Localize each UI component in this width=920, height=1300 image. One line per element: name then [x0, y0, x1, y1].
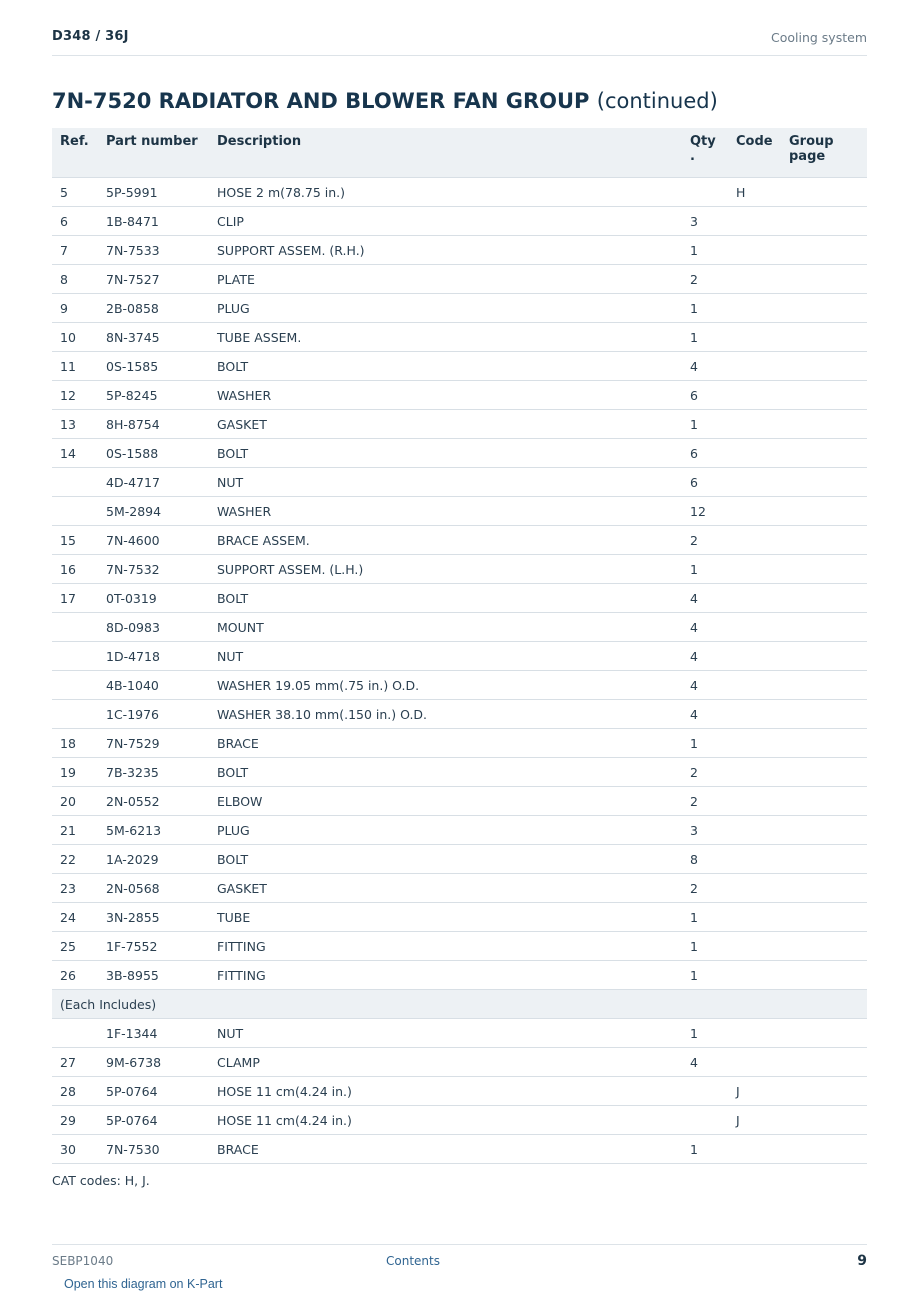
cell-qty: 2	[682, 758, 728, 787]
cell-qty: 1	[682, 323, 728, 352]
table-row	[52, 381, 867, 410]
cell-ref: 13	[52, 410, 98, 439]
cell-ref: 29	[52, 1106, 98, 1135]
cell-description: BRACE	[209, 729, 682, 758]
cell-ref: 19	[52, 758, 98, 787]
cell-code	[728, 874, 781, 903]
table-row	[52, 1135, 867, 1164]
table-row	[52, 207, 867, 236]
cell-group-page	[781, 961, 867, 990]
cell-ref: 5	[52, 178, 98, 207]
cell-ref	[52, 468, 98, 497]
cell-group-page	[781, 584, 867, 613]
cell-group-page	[781, 497, 867, 526]
table-note-row	[52, 990, 867, 1019]
cell-code	[728, 410, 781, 439]
cell-qty: 4	[682, 1048, 728, 1077]
cell-ref: 28	[52, 1077, 98, 1106]
cell-ref: 25	[52, 932, 98, 961]
cell-code	[728, 729, 781, 758]
cell-description: BOLT	[209, 352, 682, 381]
cell-description: BRACE	[209, 1135, 682, 1164]
model-label: D348 / 36J	[52, 29, 129, 44]
cell-code	[728, 439, 781, 468]
cell-qty: 3	[682, 816, 728, 845]
table-row	[52, 787, 867, 816]
table-row	[52, 1077, 867, 1106]
cell-code	[728, 265, 781, 294]
cell-description: FITTING	[209, 932, 682, 961]
cell-description: WASHER 38.10 mm(.150 in.) O.D.	[209, 700, 682, 729]
cell-description: HOSE 11 cm(4.24 in.)	[209, 1106, 682, 1135]
table-row	[52, 613, 867, 642]
cell-qty: 4	[682, 352, 728, 381]
cell-description: ELBOW	[209, 787, 682, 816]
page-number: 9	[857, 1253, 867, 1269]
cell-description: CLAMP	[209, 1048, 682, 1077]
table-row	[52, 555, 867, 584]
cell-group-page	[781, 874, 867, 903]
table-row	[52, 961, 867, 990]
cell-description: CLIP	[209, 207, 682, 236]
cell-ref: 8	[52, 265, 98, 294]
cell-part-number: 5P-0764	[98, 1106, 209, 1135]
table-row	[52, 903, 867, 932]
cell-group-page	[781, 700, 867, 729]
cell-description: BOLT	[209, 845, 682, 874]
col-header-part-number: Part number	[98, 128, 209, 178]
group-title: 7N-7520 RADIATOR AND BLOWER FAN GROUP	[52, 89, 590, 113]
cell-description: GASKET	[209, 410, 682, 439]
cell-qty: 8	[682, 845, 728, 874]
cell-qty: 1	[682, 729, 728, 758]
cell-group-page	[781, 410, 867, 439]
cell-code	[728, 526, 781, 555]
cell-qty: 1	[682, 410, 728, 439]
cell-group-page	[781, 758, 867, 787]
cell-ref: 7	[52, 236, 98, 265]
cell-part-number: 1A-2029	[98, 845, 209, 874]
cell-code	[728, 903, 781, 932]
cell-description: TUBE ASSEM.	[209, 323, 682, 352]
cell-ref: 20	[52, 787, 98, 816]
table-row	[52, 1106, 867, 1135]
cell-part-number: 0T-0319	[98, 584, 209, 613]
cell-ref: 9	[52, 294, 98, 323]
cell-code	[728, 381, 781, 410]
cell-qty: 1	[682, 932, 728, 961]
cell-group-page	[781, 932, 867, 961]
table-row	[52, 816, 867, 845]
table-row	[52, 874, 867, 903]
cell-part-number: 3N-2855	[98, 903, 209, 932]
cell-group-page	[781, 903, 867, 932]
parts-table-body	[52, 178, 867, 1164]
cell-part-number: 5M-2894	[98, 497, 209, 526]
table-row	[52, 584, 867, 613]
cell-group-page	[781, 1019, 867, 1048]
cell-code	[728, 207, 781, 236]
cell-qty: 1	[682, 1135, 728, 1164]
cell-qty: 3	[682, 207, 728, 236]
cell-group-page	[781, 294, 867, 323]
table-row	[52, 265, 867, 294]
cell-qty: 2	[682, 787, 728, 816]
open-diagram-link[interactable]: Open this diagram on K-Part	[64, 1277, 223, 1291]
cell-group-page	[781, 178, 867, 207]
cell-code	[728, 555, 781, 584]
cell-code	[728, 323, 781, 352]
cell-description: WASHER	[209, 497, 682, 526]
cell-part-number: 7N-7529	[98, 729, 209, 758]
contents-link[interactable]: Contents	[386, 1254, 440, 1268]
cell-group-page	[781, 526, 867, 555]
table-row	[52, 468, 867, 497]
cell-qty: 4	[682, 671, 728, 700]
cell-qty: 4	[682, 613, 728, 642]
col-header-code: Code	[728, 128, 781, 178]
cell-qty: 1	[682, 236, 728, 265]
cell-ref	[52, 642, 98, 671]
cell-part-number: 0S-1585	[98, 352, 209, 381]
cell-part-number: 7N-7530	[98, 1135, 209, 1164]
cell-ref	[52, 497, 98, 526]
cell-code	[728, 932, 781, 961]
cell-part-number: 9M-6738	[98, 1048, 209, 1077]
cell-ref: 24	[52, 903, 98, 932]
cell-ref: 10	[52, 323, 98, 352]
cell-code	[728, 671, 781, 700]
cell-ref	[52, 1019, 98, 1048]
cell-part-number: 8N-3745	[98, 323, 209, 352]
table-row	[52, 497, 867, 526]
cell-part-number: 0S-1588	[98, 439, 209, 468]
cell-code	[728, 613, 781, 642]
cell-note: (Each Includes)	[52, 990, 867, 1019]
cell-qty: 1	[682, 1019, 728, 1048]
section-label: Cooling system	[771, 30, 867, 45]
cell-ref: 26	[52, 961, 98, 990]
table-row	[52, 845, 867, 874]
cell-qty: 2	[682, 526, 728, 555]
cell-part-number: 7N-7527	[98, 265, 209, 294]
cell-ref: 6	[52, 207, 98, 236]
table-row	[52, 642, 867, 671]
cell-description: PLUG	[209, 294, 682, 323]
cell-group-page	[781, 1077, 867, 1106]
cell-part-number: 4B-1040	[98, 671, 209, 700]
cell-group-page	[781, 787, 867, 816]
cell-group-page	[781, 1048, 867, 1077]
table-row	[52, 294, 867, 323]
page-footer	[52, 1244, 867, 1275]
cat-codes-note: CAT codes: H, J.	[52, 1173, 150, 1188]
cell-part-number: 7N-7533	[98, 236, 209, 265]
cell-qty	[682, 1106, 728, 1135]
cell-group-page	[781, 613, 867, 642]
cell-ref: 22	[52, 845, 98, 874]
cell-qty: 4	[682, 642, 728, 671]
cell-part-number: 1B-8471	[98, 207, 209, 236]
cell-part-number: 5P-0764	[98, 1077, 209, 1106]
cell-qty	[682, 178, 728, 207]
cell-description: BRACE ASSEM.	[209, 526, 682, 555]
cell-ref: 18	[52, 729, 98, 758]
cell-qty: 1	[682, 903, 728, 932]
cell-code	[728, 584, 781, 613]
page-header	[52, 29, 867, 56]
cell-part-number: 8H-8754	[98, 410, 209, 439]
cell-part-number: 1D-4718	[98, 642, 209, 671]
cell-code	[728, 845, 781, 874]
table-row	[52, 526, 867, 555]
table-row	[52, 700, 867, 729]
cell-group-page	[781, 1106, 867, 1135]
cell-group-page	[781, 555, 867, 584]
col-header-group-page: Group page	[781, 128, 867, 178]
cell-description: GASKET	[209, 874, 682, 903]
table-row	[52, 1048, 867, 1077]
title-suffix: (continued)	[596, 89, 718, 113]
cell-qty: 1	[682, 555, 728, 584]
cell-code	[728, 700, 781, 729]
cell-qty: 6	[682, 381, 728, 410]
cell-part-number: 7N-4600	[98, 526, 209, 555]
cell-ref	[52, 671, 98, 700]
cell-group-page	[781, 352, 867, 381]
cell-part-number: 4D-4717	[98, 468, 209, 497]
cell-code	[728, 236, 781, 265]
cell-code	[728, 758, 781, 787]
cell-qty: 1	[682, 294, 728, 323]
cell-qty: 2	[682, 265, 728, 294]
cell-qty: 1	[682, 961, 728, 990]
cell-code	[728, 1019, 781, 1048]
cell-part-number: 5P-8245	[98, 381, 209, 410]
cell-group-page	[781, 1135, 867, 1164]
cell-group-page	[781, 323, 867, 352]
cell-qty: 6	[682, 468, 728, 497]
cell-part-number: 7N-7532	[98, 555, 209, 584]
cell-description: HOSE 2 m(78.75 in.)	[209, 178, 682, 207]
cell-group-page	[781, 207, 867, 236]
table-row	[52, 352, 867, 381]
table-row	[52, 932, 867, 961]
cell-description: SUPPORT ASSEM. (R.H.)	[209, 236, 682, 265]
cell-part-number: 1F-7552	[98, 932, 209, 961]
cell-description: NUT	[209, 642, 682, 671]
cell-description: FITTING	[209, 961, 682, 990]
cell-description: TUBE	[209, 903, 682, 932]
cell-code	[728, 642, 781, 671]
cell-group-page	[781, 236, 867, 265]
table-row	[52, 236, 867, 265]
cell-group-page	[781, 816, 867, 845]
cell-code	[728, 468, 781, 497]
cell-code	[728, 1135, 781, 1164]
cell-ref: 14	[52, 439, 98, 468]
cell-part-number: 3B-8955	[98, 961, 209, 990]
cell-qty: 4	[682, 584, 728, 613]
cell-description: PLATE	[209, 265, 682, 294]
col-header-ref: Ref.	[52, 128, 98, 178]
cell-code: J	[728, 1106, 781, 1135]
table-row	[52, 178, 867, 207]
cell-group-page	[781, 729, 867, 758]
table-row	[52, 410, 867, 439]
cell-code	[728, 787, 781, 816]
cell-qty: 6	[682, 439, 728, 468]
cell-qty: 4	[682, 700, 728, 729]
cell-part-number: 5M-6213	[98, 816, 209, 845]
cell-group-page	[781, 381, 867, 410]
cell-description: WASHER 19.05 mm(.75 in.) O.D.	[209, 671, 682, 700]
cell-part-number: 2N-0552	[98, 787, 209, 816]
cell-group-page	[781, 642, 867, 671]
cell-description: MOUNT	[209, 613, 682, 642]
cell-ref: 21	[52, 816, 98, 845]
cell-ref: 27	[52, 1048, 98, 1077]
cell-part-number: 8D-0983	[98, 613, 209, 642]
cell-ref: 12	[52, 381, 98, 410]
cell-ref: 17	[52, 584, 98, 613]
cell-part-number: 2N-0568	[98, 874, 209, 903]
cell-ref: 15	[52, 526, 98, 555]
cell-group-page	[781, 468, 867, 497]
cell-description: WASHER	[209, 381, 682, 410]
cell-group-page	[781, 845, 867, 874]
cell-ref: 30	[52, 1135, 98, 1164]
cell-part-number: 1C-1976	[98, 700, 209, 729]
cell-code: J	[728, 1077, 781, 1106]
cell-description: BOLT	[209, 439, 682, 468]
cell-qty: 2	[682, 874, 728, 903]
cell-ref: 11	[52, 352, 98, 381]
table-row	[52, 729, 867, 758]
cell-description: NUT	[209, 1019, 682, 1048]
cell-ref: 16	[52, 555, 98, 584]
cell-description: BOLT	[209, 584, 682, 613]
cell-code	[728, 352, 781, 381]
cell-part-number: 5P-5991	[98, 178, 209, 207]
table-header-row	[52, 128, 867, 178]
cell-code	[728, 961, 781, 990]
cell-group-page	[781, 671, 867, 700]
cell-qty	[682, 1077, 728, 1106]
cell-part-number: 1F-1344	[98, 1019, 209, 1048]
cell-code	[728, 816, 781, 845]
cell-description: BOLT	[209, 758, 682, 787]
parts-table	[52, 128, 867, 1164]
cell-ref	[52, 613, 98, 642]
table-row	[52, 1019, 867, 1048]
table-row	[52, 671, 867, 700]
table-row	[52, 758, 867, 787]
cell-description: SUPPORT ASSEM. (L.H.)	[209, 555, 682, 584]
cell-code	[728, 1048, 781, 1077]
table-row	[52, 439, 867, 468]
cell-code	[728, 294, 781, 323]
cell-group-page	[781, 439, 867, 468]
table-row	[52, 323, 867, 352]
cell-group-page	[781, 265, 867, 294]
document-id: SEBP1040	[52, 1254, 114, 1268]
col-header-description: Description	[209, 128, 682, 178]
cell-description: PLUG	[209, 816, 682, 845]
col-header-qty: Qty .	[682, 128, 728, 178]
page-title	[52, 89, 718, 113]
cell-ref: 23	[52, 874, 98, 903]
cell-part-number: 7B-3235	[98, 758, 209, 787]
cell-description: HOSE 11 cm(4.24 in.)	[209, 1077, 682, 1106]
cell-code	[728, 497, 781, 526]
cell-description: NUT	[209, 468, 682, 497]
cell-part-number: 2B-0858	[98, 294, 209, 323]
cell-code: H	[728, 178, 781, 207]
cell-ref	[52, 700, 98, 729]
cell-qty: 12	[682, 497, 728, 526]
